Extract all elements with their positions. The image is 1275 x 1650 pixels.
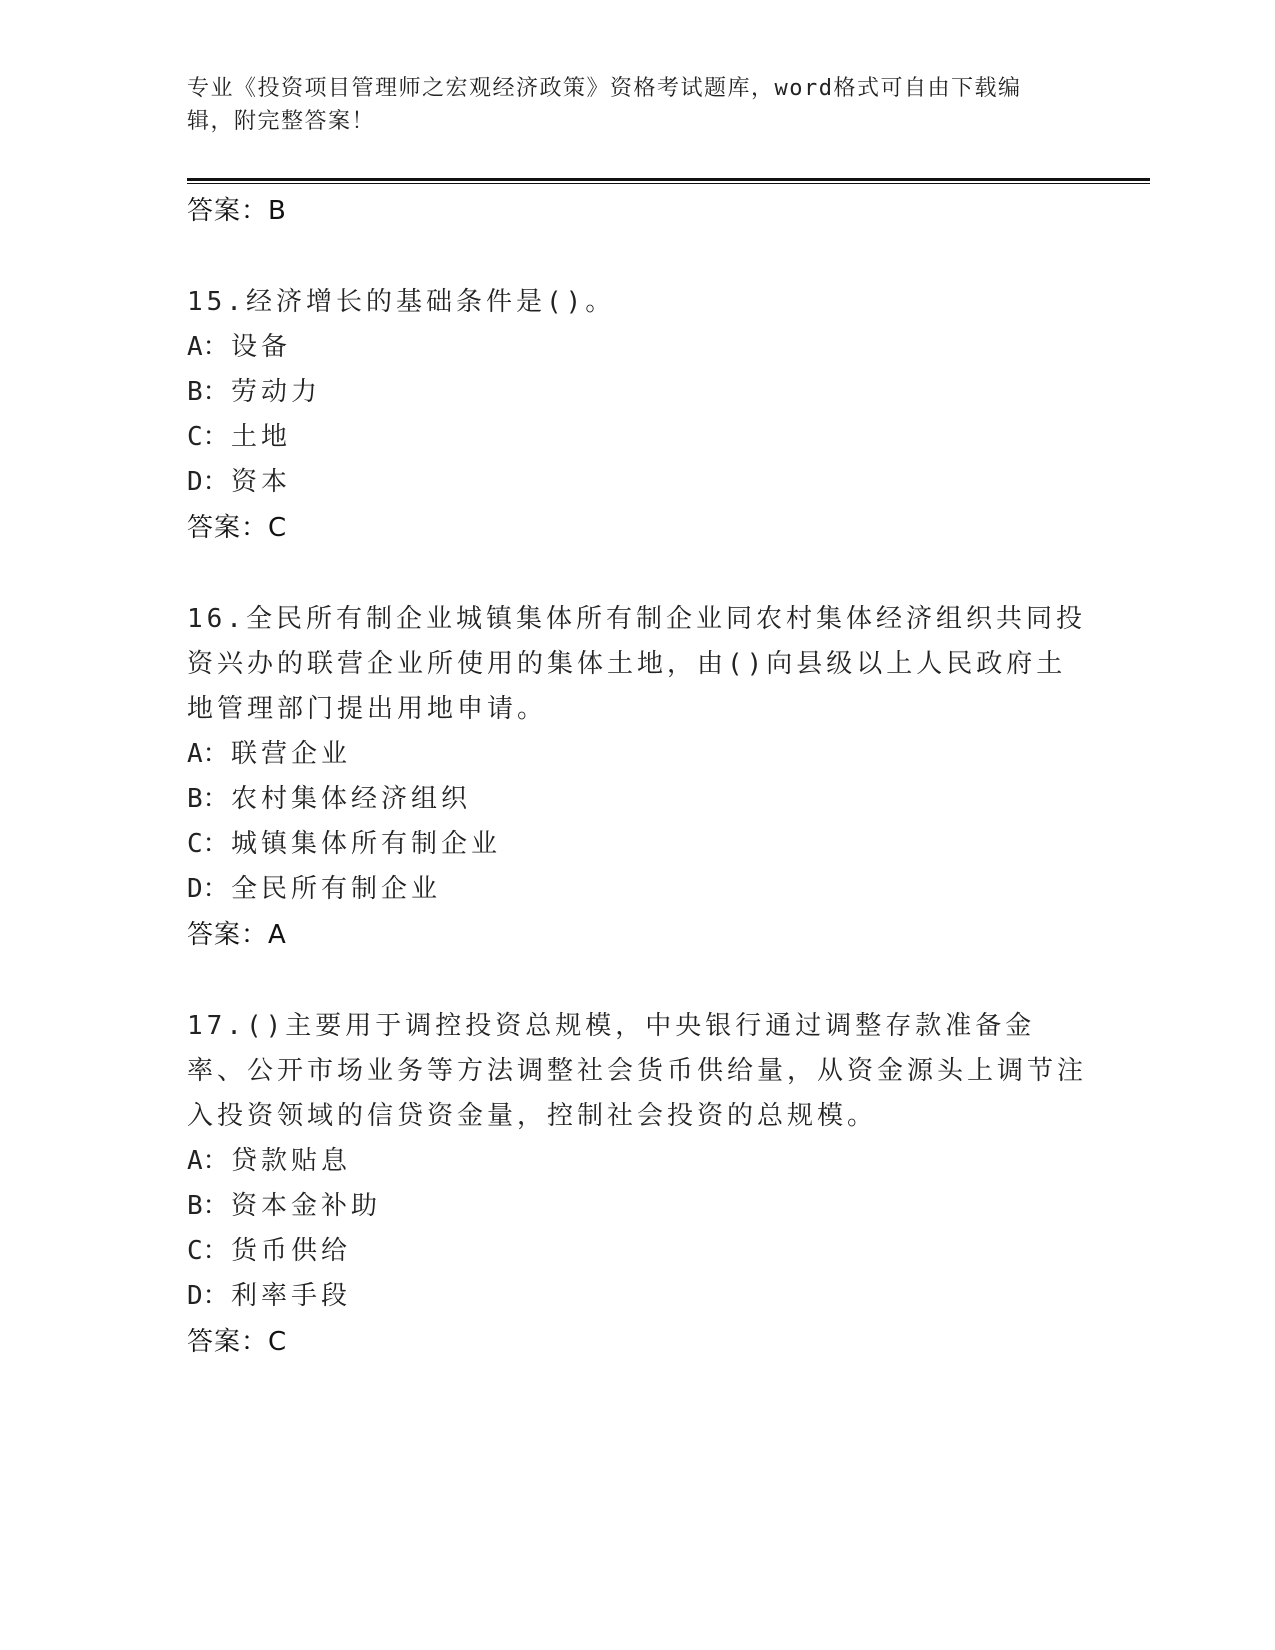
option-text: 货币供给 [231,1236,352,1266]
option-text: 农村集体经济组织 [231,784,472,814]
option-letter: A： [187,1146,229,1176]
option-text: 设备 [231,332,292,362]
option-text: 劳动力 [231,377,322,407]
option-c [187,1229,1087,1274]
option-text: 联营企业 [231,739,352,769]
page-header: 专业《投资项目管理师之宏观经济政策》资格考试题库，word格式可自由下载编辑，附完整答案！ [187,76,1022,134]
answer-line: 答案：A [187,920,287,950]
answer-line: 答案：B [187,196,287,226]
option-letter: D： [187,874,229,904]
question-16 [187,597,1087,958]
option-a [187,1139,1087,1184]
option-letter: D： [187,1281,229,1311]
question-17 [187,1004,1087,1365]
option-letter: C： [187,1236,229,1266]
option-text: 城镇集体所有制企业 [231,829,502,859]
question-list [187,188,1087,1365]
question-stem: 15.经济增长的基础条件是()。 [187,287,616,317]
option-c [187,822,1087,867]
option-letter: D： [187,467,229,497]
option-letter: C： [187,422,229,452]
header-rule-thin [187,183,1150,184]
option-letter: A： [187,739,229,769]
option-c [187,415,1087,460]
option-text: 资本 [231,467,292,497]
question-stem: 17.()主要用于调控投资总规模，中央银行通过调整存款准备金率、公开市场业务等方法调整社会货币供给量，从资金源头上调节注入投资领域的信贷资金量，控制社会投资的总规模。 [187,1011,1088,1131]
option-text: 土地 [231,422,292,452]
option-d [187,1274,1087,1319]
option-b [187,777,1087,822]
option-letter: A： [187,332,229,362]
option-a [187,325,1087,370]
option-letter: B： [187,1191,229,1221]
option-letter: C： [187,829,229,859]
answer-line: 答案：C [187,513,288,543]
option-d [187,867,1087,912]
option-d [187,460,1087,505]
option-b [187,1184,1087,1229]
header-rule [187,178,1150,181]
option-letter: B： [187,784,229,814]
option-a [187,732,1087,777]
question-stem: 16.全民所有制企业城镇集体所有制企业同农村集体经济组织共同投资兴办的联营企业所使用的集体土地，由()向县级以上人民政府土地管理部门提出用地申请。 [187,604,1086,724]
option-letter: B： [187,377,229,407]
option-b [187,370,1087,415]
option-text: 贷款贴息 [231,1146,352,1176]
option-text: 利率手段 [231,1281,352,1311]
question-15 [187,280,1087,551]
answer-line: 答案：C [187,1327,288,1357]
option-text: 全民所有制企业 [231,874,442,904]
option-text: 资本金补助 [231,1191,382,1221]
